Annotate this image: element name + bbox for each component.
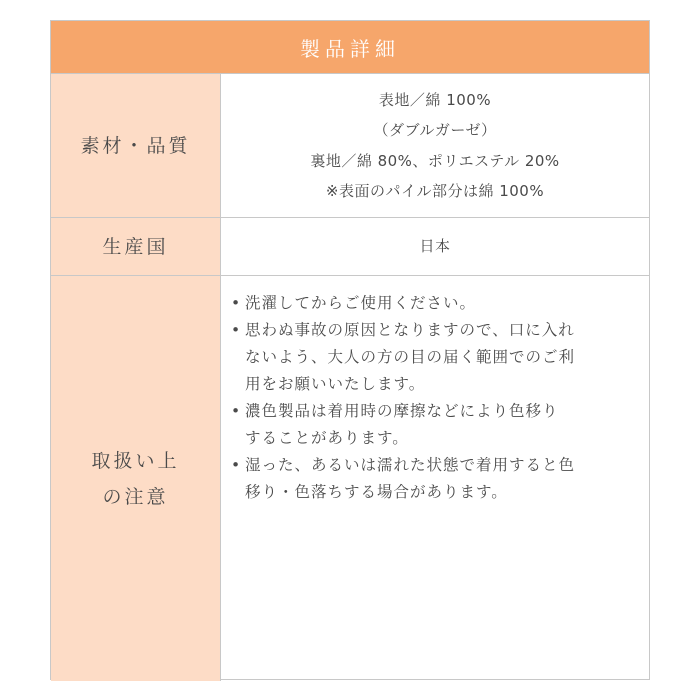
care-row [51, 275, 649, 681]
care-instruction-line: することがあります。 [245, 429, 409, 447]
material-line: 裏地／綿 80%、ポリエステル 20% [310, 151, 560, 170]
care-instruction-item [231, 452, 635, 506]
product-details-table [50, 20, 650, 680]
material-line: （ダブルガーゼ） [373, 121, 497, 139]
care-instruction-item [231, 398, 635, 452]
care-label-line: 取扱い上 [91, 449, 180, 472]
material-line: ※表面のパイル部分は綿 100% [325, 182, 545, 200]
material-value [221, 74, 649, 217]
table-title: 製品詳細 [51, 21, 649, 73]
bullet-icon: • [231, 294, 242, 312]
care-instruction-line: ないよう、大人の方の目の届く範囲でのご利 [245, 348, 576, 366]
bullet-icon: • [231, 321, 242, 339]
care-label [51, 276, 221, 681]
origin-label: 生産国 [51, 218, 221, 275]
care-label-line: の注意 [102, 485, 169, 508]
bullet-icon: • [231, 456, 242, 474]
origin-value [221, 218, 649, 275]
care-instruction-item [231, 317, 635, 398]
care-instruction-line: 思わぬ事故の原因となりますので、口に入れ [245, 321, 575, 339]
material-label: 素材・品質 [51, 74, 221, 217]
care-instruction-line: 洗濯してからご使用ください。 [245, 294, 477, 312]
origin-country: 日本 [419, 237, 451, 256]
care-instruction-line: 濃色製品は着用時の摩擦などにより色移り [245, 402, 559, 420]
origin-row [51, 217, 649, 275]
material-row [51, 73, 649, 217]
care-instructions [221, 276, 649, 681]
bullet-icon: • [231, 402, 242, 420]
care-instruction-line: 移り・色落ちする場合があります。 [245, 483, 508, 501]
material-line: 表地／綿 100% [378, 90, 492, 109]
care-instruction-line: 湿った、あるいは濡れた状態で着用すると色 [245, 456, 576, 474]
care-instruction-item [231, 290, 635, 317]
care-instruction-line: 用をお願いいたします。 [245, 375, 426, 393]
